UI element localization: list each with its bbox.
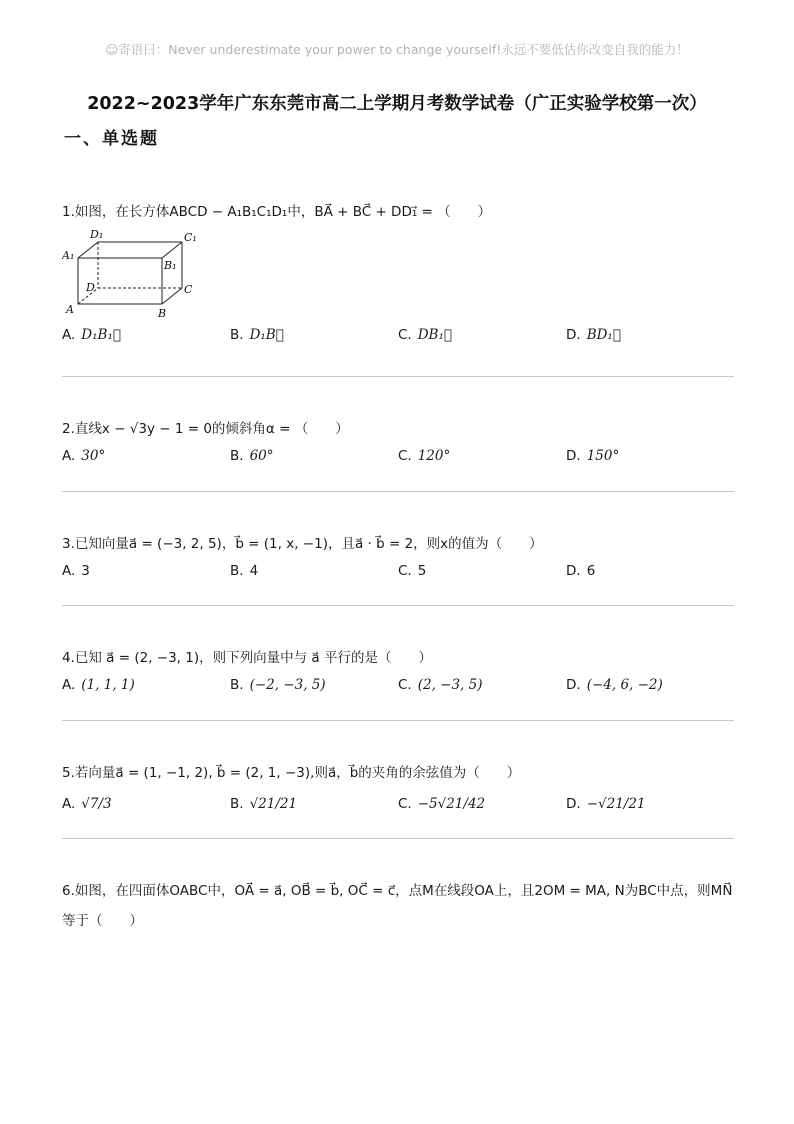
vertex-label-c: C <box>184 283 193 296</box>
divider <box>62 838 734 839</box>
question-3-option-d[interactable]: D. 6 <box>566 563 596 579</box>
question-6-stem: 6.如图，在四面体OABC中，OA⃗ = a⃗, OB⃗ = b⃗, OC⃗ = c⃗，点M在线段OA上，且2OM = MA, N为BC中点，则MN⃗等于（ ） <box>62 883 733 929</box>
question-5-stem: 5.若向量a⃗ = (1, −1, 2), b⃗ = (2, 1, −3),则a⃗，b⃗的夹角的余弦值为（ ） <box>62 765 521 781</box>
question-4-option-a[interactable]: A. (1, 1, 1) <box>62 677 135 693</box>
question-2-stem: 2.直线x − √3y − 1 = 0的倾斜角α = （ ） <box>62 421 349 437</box>
question-4-option-d[interactable]: D. (−4, 6, −2) <box>566 677 663 693</box>
exam-title: 2022~2023学年广东东莞市高二上学期月考数学试卷（广正实验学校第一次） <box>87 94 707 114</box>
question-3-options <box>62 563 734 589</box>
question-5-options <box>62 796 734 832</box>
question-4 <box>62 647 734 703</box>
divider <box>62 491 734 492</box>
question-5 <box>62 762 734 832</box>
vertex-label-a1: A₁ <box>62 249 75 262</box>
question-6 <box>62 876 734 936</box>
question-2-option-c[interactable]: C. 120° <box>398 448 451 464</box>
divider <box>62 605 734 606</box>
question-5-option-b[interactable]: B. √21/21 <box>230 796 298 812</box>
question-4-stem: 4.已知 a⃗ = (2, −3, 1)，则下列向量中与 a⃗ 平行的是（ ） <box>62 650 432 666</box>
question-5-option-a[interactable]: A. √7/3 <box>62 796 112 812</box>
question-5-option-d[interactable]: D. −√21/21 <box>566 796 646 812</box>
question-3-stem: 3.已知向量a⃗ = (−3, 2, 5)，b⃗ = (1, x, −1)，且a⃗ · b⃗ = 2，则x的值为（ ） <box>62 536 543 552</box>
question-1-option-d[interactable]: D. BD₁⃗ <box>566 327 621 343</box>
question-4-options <box>62 677 734 703</box>
vertex-label-d1: D₁ <box>90 229 104 241</box>
question-2-option-d[interactable]: D. 150° <box>566 448 620 464</box>
question-1-option-c[interactable]: C. DB₁⃗ <box>398 327 452 343</box>
vertex-label-b: B <box>158 307 167 320</box>
question-1-options <box>62 327 734 353</box>
question-5-option-c[interactable]: C. −5√21/42 <box>398 796 486 812</box>
question-3-option-c[interactable]: C. 5 <box>398 563 427 579</box>
question-2-options <box>62 448 734 474</box>
section-heading: 一、单选题 <box>64 129 159 149</box>
vertex-label-d: D <box>86 281 95 294</box>
question-1-option-a[interactable]: A. D₁B₁⃗ <box>62 327 121 343</box>
question-1 <box>62 201 734 353</box>
question-3 <box>62 533 734 589</box>
vertex-label-a: A <box>66 303 74 316</box>
question-2-option-a[interactable]: A. 30° <box>62 448 106 464</box>
question-4-option-c[interactable]: C. (2, −3, 5) <box>398 677 483 693</box>
divider <box>62 720 734 721</box>
question-3-option-a[interactable]: A. 3 <box>62 563 90 579</box>
cuboid-figure <box>62 229 212 321</box>
question-2 <box>62 418 734 474</box>
question-3-option-b[interactable]: B. 4 <box>230 563 259 579</box>
question-4-option-b[interactable]: B. (−2, −3, 5) <box>230 677 326 693</box>
vertex-label-b1: B₁ <box>164 259 177 272</box>
vertex-label-c1: C₁ <box>184 231 197 244</box>
divider <box>62 376 734 377</box>
question-2-option-b[interactable]: B. 60° <box>230 448 274 464</box>
motto-header: ☺寄语曰：Never underestimate your power to change yourself!永远不要低估你改变自我的能力！ <box>105 42 689 57</box>
question-1-stem: 1.如图，在长方体ABCD − A₁B₁C₁D₁中，BA⃗ + BC⃗ + DD₁⃗ = （ ） <box>62 204 492 220</box>
question-1-option-b[interactable]: B. D₁B⃗ <box>230 327 284 343</box>
